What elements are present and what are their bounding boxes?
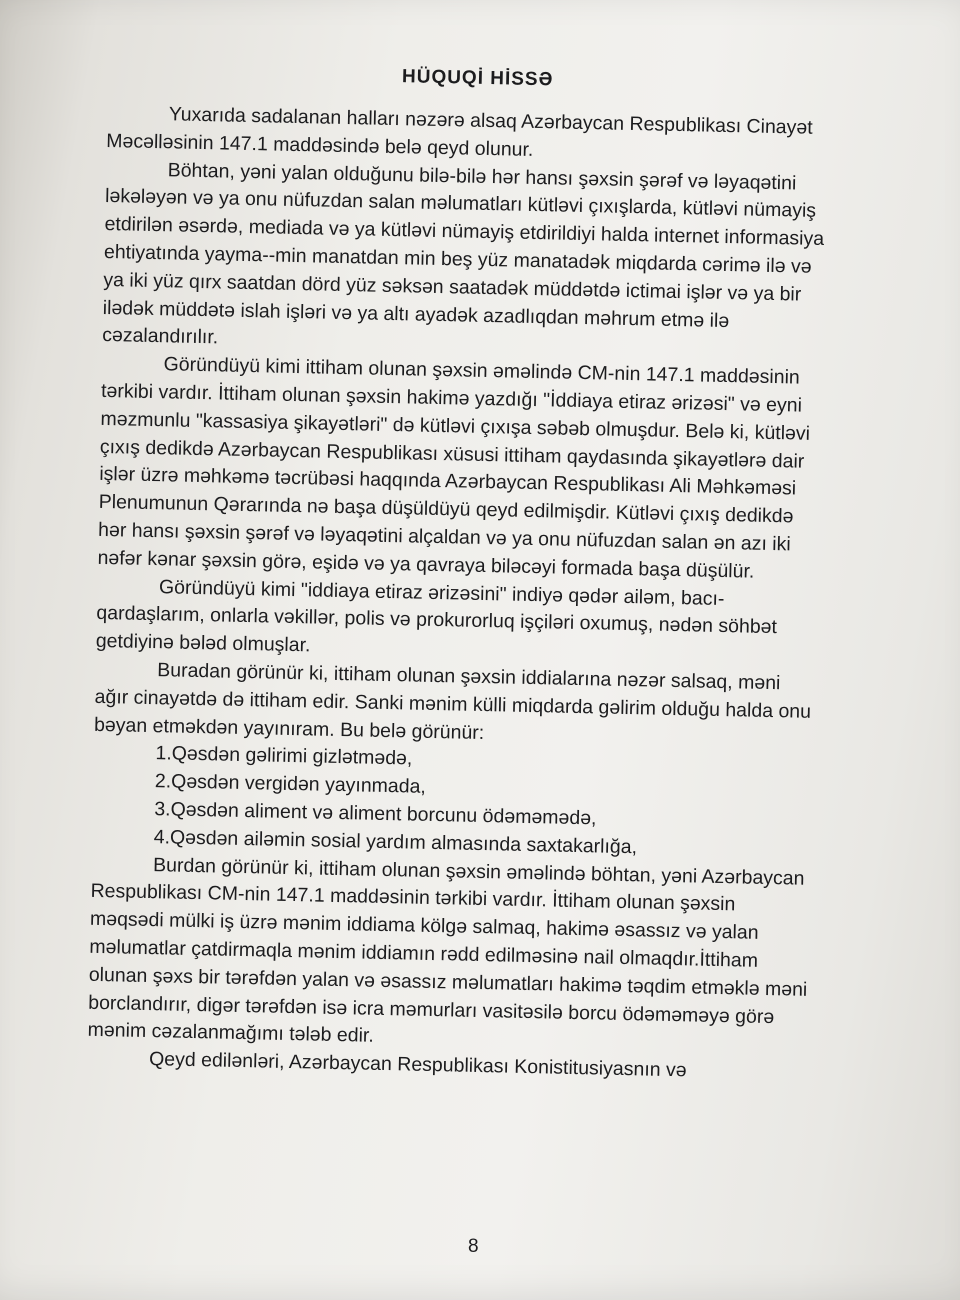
- paragraph: Göründüyü kimi "iddiaya etiraz ərizəsini" indiyə qədər ailəm, bacı-qardaşlarım, onlarla vəkillər, polis və prokurorluq işçiləri oxumuş, nədən söhbət getdiyinə bələd olmuşlar.: [95, 575, 778, 657]
- list-item: 2.Qəsdən vergidən yayınmada,: [154, 770, 427, 798]
- document-body: [87, 100, 827, 1088]
- paragraph: Burdan görünür ki, ittiham olunan şəxsin əməlində böhtan, yəni Azərbaycan Respublikası CM-nin 147.1 maddəsinin tərkibi vardır. İttiham olunan şəxsin məqsədi mülki iş üzrə mənim iddiama kölgə salmaq, hakimə əsassız və yalan məlumatlar çatdirmaqla mənim iddiamın rədd edilməsinə nail olmaqdır.İttiham olunan şəxs bir tərəfdən yalan və əsassız məlumatları hakimə təqdim etməklə məni borclandırır, digər tərəfdən isə icra məmurları vasitəsilə borcu ödəməməyə görə mənim cəzalanmağımı tələb edir.: [87, 853, 808, 1048]
- list-item: 1.Qəsdən gəlirimi gizlətmədə,: [155, 742, 413, 770]
- section-title: HÜQUQİ HİSSƏ: [401, 66, 554, 91]
- paragraph: Yuxarıda sadalanan halları nəzərə alsaq Azərbaycan Respublikası Cinayət Məcəlləsinin 147.1 maddəsində belə qeyd olunur.: [106, 103, 813, 161]
- paragraph: Göründüyü kimi ittiham olunan şəxsin əməlində CM-nin 147.1 maddəsinin tərkibi vardır. İttiham olunan şəxsin hakimə yazdığı "İddiaya etiraz ərizəsi" və eyni məzmunlu "kassasiya şikayətləri" də kütləvi çıxışa səbəb olmuşdur. Belə ki, kütləvi çıxış dedikdə Azərbaycan Respublikası xüsusi ittiham qaydasında şikayətlərə dair işlər üzrə məhkəmə təcrübəsi haqqında Azərbaycan Respublikası Ali Məhkəməsi Plenumunun Qərarında nə başa düşüldüyü qeyd edilmişdir. Kütləvi çıxış dedikdə hər hansı şəxsin şərəf və ləyaqətini alçaldan və ya onu nüfuzdan salan ən azı iki nəfər kənar şəxsin görə, eşidə və ya qavraya biləcəyi formada başa düşülür.: [97, 353, 811, 583]
- list-item: 4.Qəsdən ailəmin sosial yardım almasında saxtakarlığa,: [153, 825, 638, 858]
- page-number: 8: [468, 1236, 479, 1257]
- list-item: 3.Qəsdən aliment və aliment borcunu ödəməmədə,: [154, 798, 597, 830]
- paragraph: Böhtan, yəni yalan olduğunu bilə-bilə hər hansı şəxsin şərəf və ləyaqətini ləkələyən və ya onu nüfuzdan salan məlumatları kütləvi çıxışlarda, kütləvi nümayiş etdirilən əsərdə, mediada və ya kütləvi nümayiş etdirildiyi halda internet informasiya ehtiyatında yayma--min manatdan min beş yüz manatadək miqdarda cərimə ilə və ya iki yüz qırx saatdan dörd yüz səksən saatadək müddətdə ictimai işlər və ya bir ilədək müddətə islah işləri və ya altı ayadək azadlıqdan məhrum etmə ilə cəzalandırılır.: [102, 158, 825, 349]
- document-page: [87, 60, 828, 1088]
- paragraph: Qeyd edilənləri, Azərbaycan Respublikası Konistitusiyasnın və: [148, 1048, 687, 1082]
- paragraph: Buradan görünür ki, ittiham olunan şəxsin iddialarına nəzər salsaq, məni ağır cinayətdə də ittiham edir. Sanki mənim külli miqdarda gəlirim olduğu halda onu bəyan etməkdən yayınıram. Bu belə görünür:: [93, 659, 812, 744]
